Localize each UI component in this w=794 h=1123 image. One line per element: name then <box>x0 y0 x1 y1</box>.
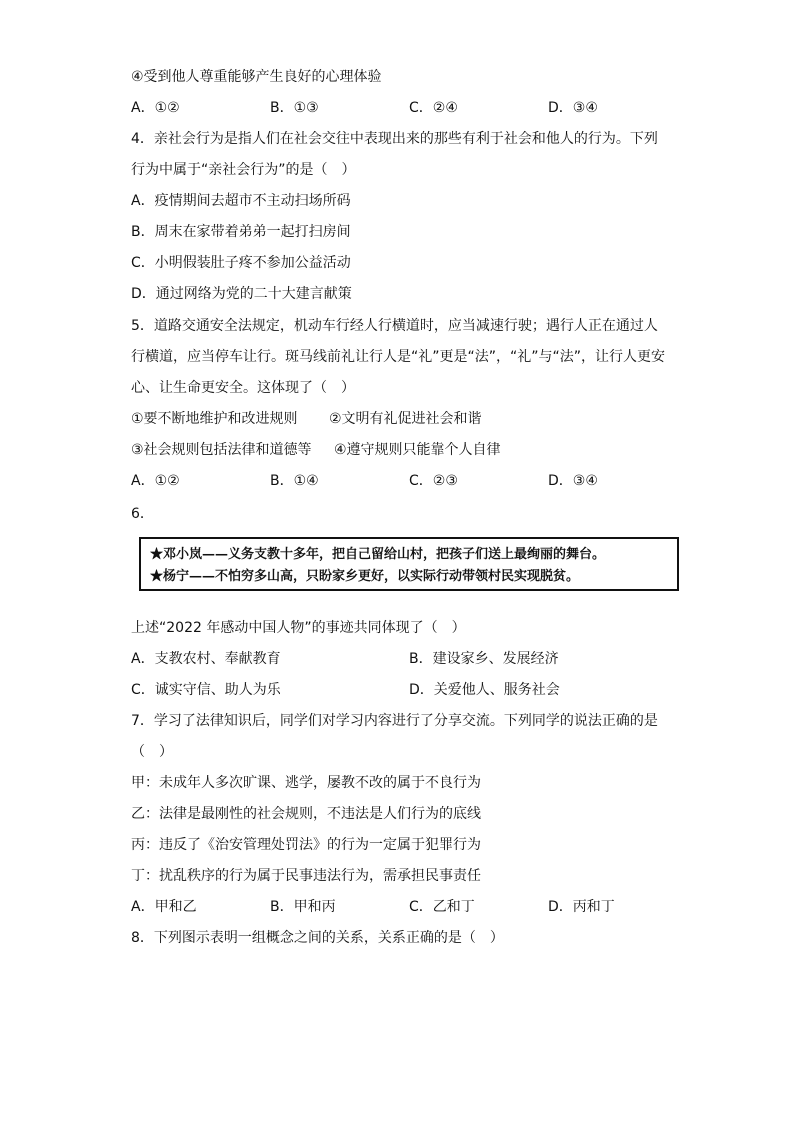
q6-option-d[interactable]: D．关爱他人、服务社会 <box>409 682 560 698</box>
q5-option-c[interactable]: C．②③ <box>409 473 458 489</box>
q4-stem-line1: 4．亲社会行为是指人们在社会交往中表现出来的那些有利于社会和他人的行为。下列 <box>131 131 658 147</box>
q3-option-a[interactable]: A．①② <box>131 100 180 116</box>
q7-option-d[interactable]: D．丙和丁 <box>548 899 615 915</box>
q7-option-c[interactable]: C．乙和丁 <box>409 899 475 915</box>
q8-stem: 8．下列图示表明一组概念之间的关系，关系正确的是（ ） <box>131 930 504 946</box>
q5-option-b[interactable]: B．①④ <box>270 473 319 489</box>
q3-option-d[interactable]: D．③④ <box>548 100 598 116</box>
q6-box-line-1: ★邓小岚——义务支教十多年，把自己留给山村，把孩子们送上最绚丽的舞台。 <box>150 547 606 562</box>
q7-statement-yi: 乙：法律是最刚性的社会规则，不违法是人们行为的底线 <box>131 806 481 822</box>
q7-stem-line2: （ ） <box>131 744 173 760</box>
q6-stem: 上述“2022 年感动中国人物”的事迹共同体现了（ ） <box>131 620 466 636</box>
q6-option-b[interactable]: B．建设家乡、发展经济 <box>409 651 559 667</box>
q3-option-c[interactable]: C．②④ <box>409 100 458 116</box>
q7-statement-ding: 丁：扰乱秩序的行为属于民事违法行为，需承担民事责任 <box>131 868 481 884</box>
q6-material-box <box>139 537 679 591</box>
q5-statement-1: ①要不断地维护和改进规则 <box>131 411 298 427</box>
q7-option-b[interactable]: B．甲和丙 <box>270 899 336 915</box>
q6-option-c[interactable]: C．诚实守信、助人为乐 <box>131 682 281 698</box>
q3-statement-4: ④受到他人尊重能够产生良好的心理体验 <box>131 69 382 85</box>
q6-box-line-2: ★杨宁——不怕穷多山高，只盼家乡更好，以实际行动带领村民实现脱贫。 <box>150 569 580 584</box>
q5-statement-3: ③社会规则包括法律和道德等 <box>131 442 312 458</box>
q5-option-d[interactable]: D．③④ <box>548 473 598 489</box>
q5-stem-line3: 心、让生命更安全。这体现了（ ） <box>131 380 355 396</box>
q5-stem-line2: 行横道，应当停车让行。斑马线前礼让行人是“礼”更是“法”，“礼”与“法”，让行人更安 <box>131 349 666 365</box>
q5-stem-line1: 5．道路交通安全法规定，机动车行经人行横道时，应当减速行驶；遇行人正在通过人 <box>131 318 658 334</box>
q6-option-a[interactable]: A．支教农村、奉献教育 <box>131 651 281 667</box>
q4-option-c[interactable]: C．小明假装肚子疼不参加公益活动 <box>131 255 351 271</box>
q4-option-b[interactable]: B．周末在家带着弟弟一起打扫房间 <box>131 224 351 240</box>
q4-stem-line2: 行为中属于“亲社会行为”的是（ ） <box>131 162 356 178</box>
q6-number: 6． <box>131 506 154 522</box>
q7-option-a[interactable]: A．甲和乙 <box>131 899 197 915</box>
q5-option-a[interactable]: A．①② <box>131 473 180 489</box>
q3-option-b[interactable]: B．①③ <box>270 100 319 116</box>
q7-stem-line1: 7．学习了法律知识后，同学们对学习内容进行了分享交流。下列同学的说法正确的是 <box>131 713 658 729</box>
q7-statement-bing: 丙：违反了《治安管理处罚法》的行为一定属于犯罪行为 <box>131 837 481 853</box>
q7-statement-jia: 甲：未成年人多次旷课、逃学，屡教不改的属于不良行为 <box>131 775 481 791</box>
q5-statement-4: ④遵守规则只能靠个人自律 <box>334 442 501 458</box>
q4-option-a[interactable]: A．疫情期间去超市不主动扫场所码 <box>131 193 351 209</box>
q4-option-d[interactable]: D．通过网络为党的二十大建言献策 <box>131 286 352 302</box>
q5-statement-2: ②文明有礼促进社会和谐 <box>329 411 482 427</box>
